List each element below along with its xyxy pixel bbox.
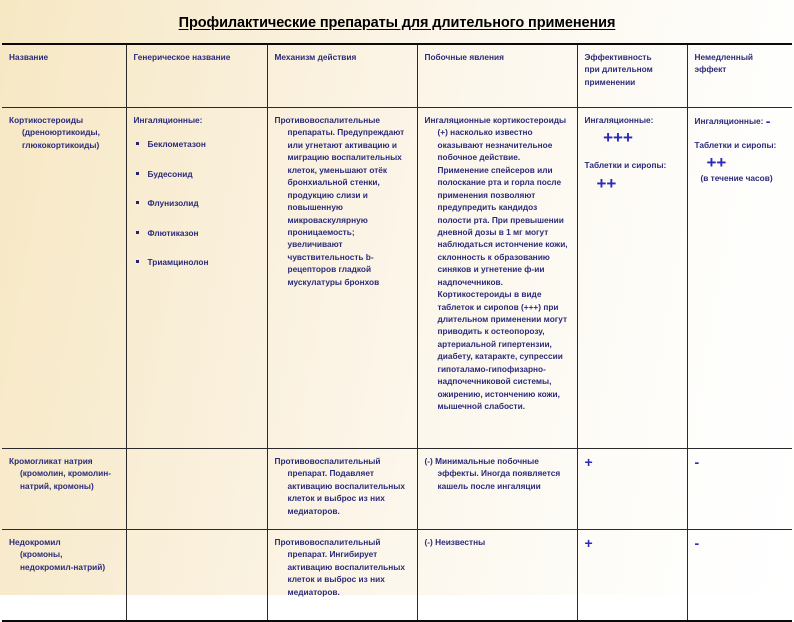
table-header [2,44,792,108]
column-header-immediate-effect [687,44,792,108]
list-item [134,256,260,268]
cell-drug-name [2,530,126,622]
side-effects-text: Ингаляционные кортикостероиды (+) насколько известно оказывают незначительное побочное действие. Применение спейсеров или полоскание рта и горла после применения позволяют предупредить кандидоз полости рта. При превышении дневной дозы в 1 мг могут наблюдаться истончение кожи, склонность к образованию синяков и угнетение ф-ии надпочечников. Кортикостероиды в виде таблеток и сиропов (+++) при длительном применении могут приводить к остеопорозу, артериальной гипертензии, диабету, катаракте, супрессии гипоталамо-гипофизарно-надпочечниковой системы, ожирению, истончению кожи, мышечной слабости. [424,115,568,412]
immediate-tablets-label: Таблетки и сиропы: [694,140,777,150]
drug-name-line-3: натрий, кромоны) [20,480,94,491]
bullet-square-icon [136,231,139,234]
table-row [2,530,792,622]
effectiveness-rating: + [584,535,593,551]
generic-group-heading: Ингаляционные: [133,115,203,125]
mechanism-text: Противовоспалительные препараты. Предупреждают или угнетают активацию и миграцию воспалительных клеток, уменьшают отёк бронхиальной стенки, продукцию слизи и повышенную микроваскулярную проницаемость; увеличивают чувствительность b-рецепторов гладкой мускулатуры бронхов [274,115,405,287]
list-item [134,227,260,239]
generic-drug-label: Будесонид [147,168,193,179]
cell-side-effects [417,530,577,622]
mechanism-text: Противовоспалительный препарат. Подавляет активацию воспалительных клеток и выброс из них медиаторов. [274,456,405,516]
effectiveness-tablets-label: Таблетки и сиропы: [584,160,667,171]
cell-immediate-effect [687,530,792,622]
generic-drug-list [134,138,260,268]
cell-generic-names [126,108,267,449]
mechanism-text: Противовоспалительный препарат. Ингибирует активацию воспалительных клеток и выброс из них медиаторов. [274,537,405,597]
immediate-header-line-1: Немедленный [694,52,753,62]
effectiveness-inhaled-rating: +++ [603,128,633,148]
effectiveness-tablets-group [585,159,680,191]
cell-generic-names [126,449,267,530]
cell-effectiveness [577,530,687,622]
bullet-square-icon [136,260,139,263]
effectiveness-inhaled-label: Ингаляционные: [584,115,654,125]
list-item [134,168,260,180]
column-header-mechanism: Механизм действия [267,44,417,108]
cell-generic-names [126,530,267,622]
effectiveness-header-line-3: применении [584,76,636,87]
cell-side-effects [417,449,577,530]
table-header-row [2,44,792,108]
immediate-inhaled-rating: - [765,113,771,129]
effectiveness-header-line-2: при длительном [584,64,653,75]
drug-name-line-1: Кромогликат натрия [9,456,93,466]
immediate-header-line-2: эффект [694,64,727,75]
drug-name-line-1: Кортикостероиды [9,115,84,125]
immediate-rating: - [694,535,700,551]
immediate-tablets-group [695,139,786,184]
slide-title-container [0,14,794,32]
effectiveness-inhaled-group [585,114,680,146]
cell-immediate-effect [687,108,792,449]
drug-name-line-1: Недокромил [9,537,61,547]
drug-name-line-3: недокромил-натрий) [20,561,106,572]
drug-name-line-2: (кромоны, [20,549,63,560]
table-body [2,108,792,622]
cell-effectiveness [577,108,687,449]
cell-drug-name [2,108,126,449]
drug-name-line-2: (дреноюртикоиды, [22,127,100,138]
page-title: Профилактические препараты для длительного применения [178,15,616,31]
immediate-inhaled-group [695,114,786,128]
cell-mechanism [267,108,417,449]
generic-drug-label: Флунизолид [147,198,199,209]
effectiveness-header-line-1: Эффективность [584,52,652,62]
column-header-effectiveness [577,44,687,108]
drug-comparison-table [2,43,792,622]
column-header-side-effects: Побочные явления [417,44,577,108]
column-header-name: Название [2,44,126,108]
cell-drug-name [2,449,126,530]
drug-name-line-3: глюкокортикоиды) [22,139,100,150]
generic-drug-label: Флютиказон [147,227,199,238]
table-row [2,108,792,449]
immediate-tablets-note: (в течение часов) [700,173,773,184]
bullet-square-icon [136,201,139,204]
drug-name-line-2: (кромолин, кромолин- [20,468,112,479]
bullet-square-icon [136,172,139,175]
bullet-square-icon [136,142,139,145]
column-header-generic-name: Генерическое название [126,44,267,108]
generic-drug-label: Беклометазон [147,139,206,150]
side-effects-text: (-) Неизвестны [424,537,486,547]
immediate-rating: - [694,454,700,470]
effectiveness-tablets-rating: ++ [596,173,617,193]
immediate-inhaled-label: Ингаляционные: [694,115,764,126]
effectiveness-rating: + [584,454,593,470]
generic-drug-label: Триамцинолон [147,257,209,268]
cell-mechanism [267,530,417,622]
table-row [2,449,792,530]
cell-mechanism [267,449,417,530]
cell-immediate-effect [687,449,792,530]
cell-effectiveness [577,449,687,530]
immediate-tablets-rating: ++ [706,153,727,173]
cell-side-effects [417,108,577,449]
list-item [134,197,260,209]
list-item [134,138,260,150]
side-effects-text: (-) Минимальные побочные эффекты. Иногда появляется кашель после ингаляции [424,456,561,491]
